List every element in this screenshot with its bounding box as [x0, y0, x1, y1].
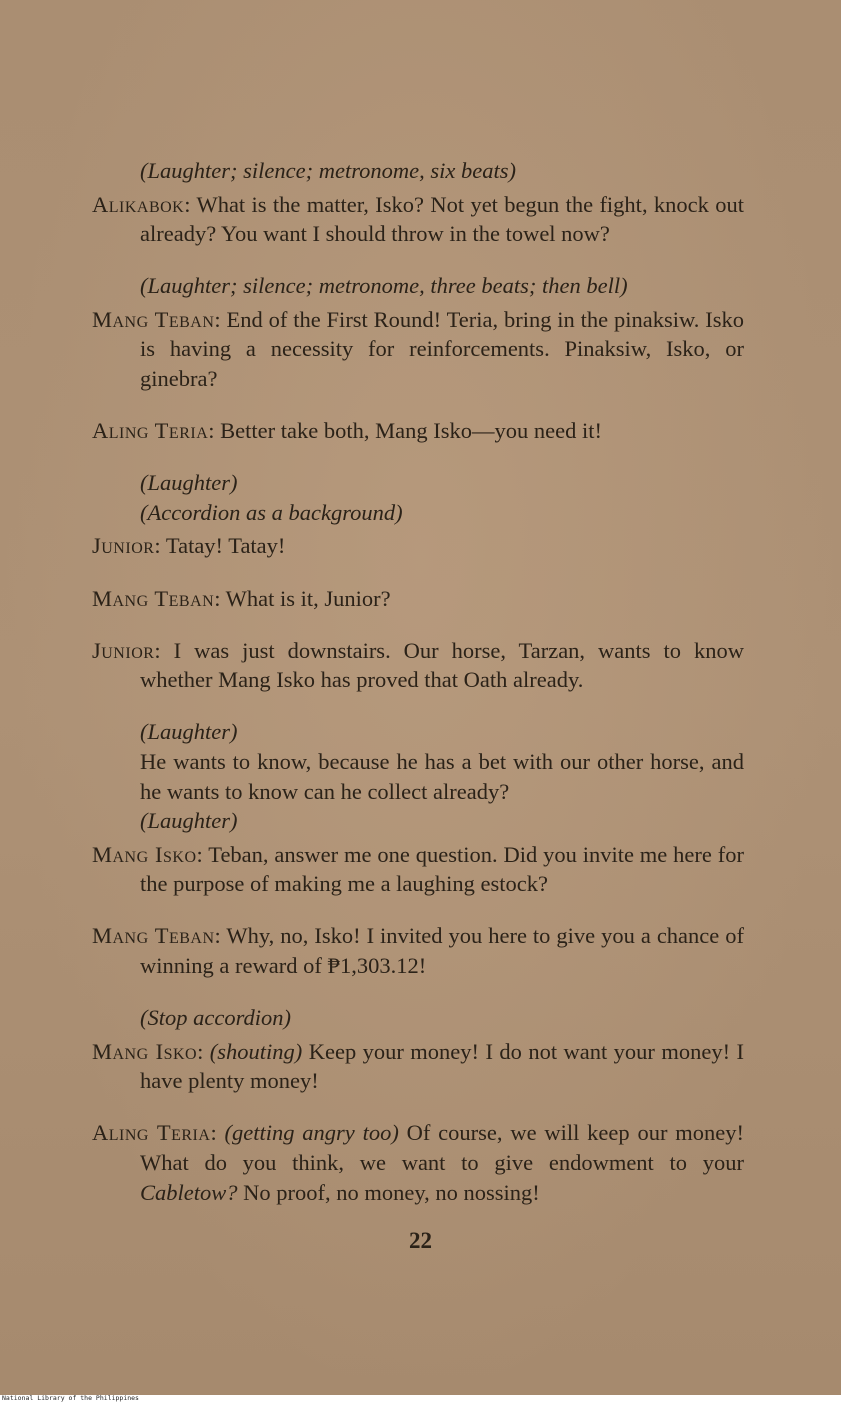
- stage-direction: (Laughter): [140, 719, 238, 745]
- speaker-name: Junior: [92, 637, 155, 663]
- dialogue-line: Mang Teban: End of the First Round! Teria, bring in the pinaksiw. Isko is having a necessity for reinforcements. Pinaksiw, Isko, or ginebra?: [92, 306, 744, 392]
- dialogue-text: End of the First Round! Teria, bring in the pinaksiw. Isko is having a necessity for reinforcements. Pinaksiw, Isko, or ginebra?: [140, 306, 744, 392]
- italic-term: Cabletow?: [140, 1179, 238, 1205]
- library-credit: National Library of the Philippines: [2, 1394, 139, 1402]
- stage-direction: (Laughter): [140, 470, 238, 496]
- speaker-name: Mang Isko: [92, 1038, 198, 1064]
- dialogue-text: I was just downstairs. Our horse, Tarzan, wants to know whether Mang Isko has proved that Oath already.: [140, 637, 744, 693]
- dialogue-text: Why, no, Isko! I invited you here to give you a chance of winning a reward of ₱1,303.12!: [140, 923, 744, 978]
- speaker-name: Alikabok: [92, 191, 185, 217]
- dialogue-text: Tatay! Tatay!: [165, 533, 286, 559]
- speaker-name: Aling Teria: [92, 1120, 211, 1146]
- dialogue-line: Mang Teban: What is it, Junior?: [92, 585, 391, 611]
- dialogue-text: What is it, Junior?: [225, 585, 391, 611]
- stage-direction: (Accordion as a background): [140, 499, 403, 525]
- speaker-name: Mang Teban: [92, 923, 215, 949]
- play-script-text: [92, 156, 744, 1230]
- dialogue-line: Aling Teria: Better take both, Mang Isko—you need it!: [92, 418, 602, 444]
- inline-direction: (getting angry too): [224, 1120, 399, 1146]
- speaker-name: Aling Teria: [92, 418, 209, 444]
- page-number: 22: [409, 1228, 432, 1253]
- dialogue-text: Keep your money! I do not want your money! I have plenty money!: [140, 1038, 744, 1094]
- dialogue-text: What is the matter, Isko? Not yet begun the fight, knock out already? You want I should throw in the towel now?: [140, 191, 744, 247]
- dialogue-line: Junior: I was just downstairs. Our horse, Tarzan, wants to know whether Mang Isko has proved that Oath already.: [92, 637, 744, 693]
- speaker-name: Junior: [92, 533, 155, 559]
- speaker-name: Mang Teban: [92, 306, 215, 332]
- dialogue-line: Junior: Tatay! Tatay!: [92, 533, 286, 559]
- speaker-name: Mang Isko: [92, 841, 197, 867]
- dialogue-text: Teban, answer me one question. Did you invite me here for the purpose of making me a laughing estock?: [140, 841, 744, 897]
- inline-direction: (shouting): [209, 1038, 303, 1064]
- stage-direction: (Stop accordion): [140, 1005, 292, 1031]
- dialogue-line: Alikabok: What is the matter, Isko? Not yet begun the fight, knock out already? You want I should throw in the towel now?: [92, 191, 744, 247]
- dialogue-text: No proof, no money, no nossing!: [243, 1179, 540, 1205]
- dialogue-text: Better take both, Mang Isko—you need it!: [220, 418, 602, 444]
- stage-direction: (Laughter; silence; metronome, three beats; then bell): [140, 273, 628, 299]
- dialogue-line: Mang Isko: Teban, answer me one question. Did you invite me here for the purpose of making me a laughing estock?: [92, 841, 744, 897]
- dialogue-text: Of course, we will keep our money! What do you think, we want to give endowment to your: [140, 1120, 744, 1175]
- stage-direction: (Laughter; silence; metronome, six beats): [140, 158, 516, 183]
- dialogue-line: Mang Teban: Why, no, Isko! I invited you here to give you a chance of winning a reward of ₱1,303.12!: [92, 923, 744, 978]
- dialogue-line: Mang Isko: (shouting) Keep your money! I do not want your money! I have plenty money!: [92, 1038, 744, 1094]
- dialogue-line: Aling Teria: (getting angry too) Of course, we will keep our money! What do you think, we want to give endowment to your Cabletow? No proof, no money, no nossing!: [92, 1120, 744, 1205]
- footer-strip: [0, 1395, 841, 1403]
- stage-direction: (Laughter): [140, 808, 238, 834]
- dialogue-continuation: He wants to know, because he has a bet with our other horse, and he wants to know can he collect already?: [140, 748, 744, 804]
- speaker-name: Mang Teban: [92, 585, 215, 611]
